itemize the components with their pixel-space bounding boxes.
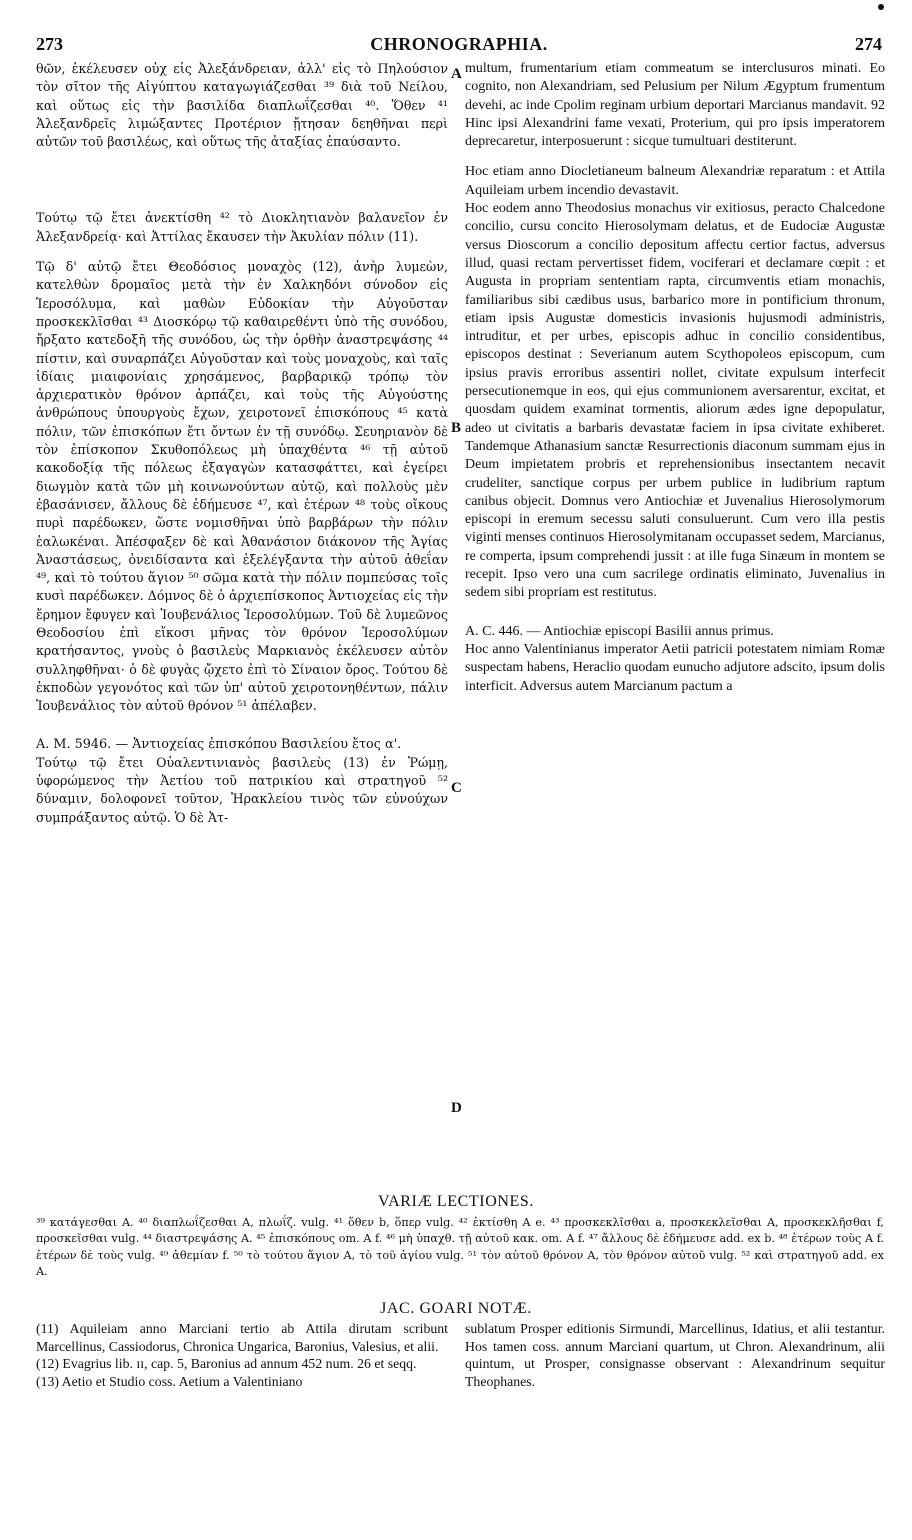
latin-year-heading: A. C. 446. — Antiochiæ episcopi Basilii annus primus.	[465, 623, 774, 639]
note-13-continued: sublatum Prosper editionis Sirmundi, Marcellinus, Idatius, et alii testantur. Hos tamen coss. annum Marciani quartum, ut Chron. Alexandrinum, alii quintum, ut Prosper, consignasse observant : Alexandrinum sequitur Theophanes.	[465, 1321, 885, 1389]
variae-lectiones-text: ³⁹ κατάγεσθαι A. ⁴⁰ διαπλωΐζεσθαι A, πλωΐζ. vulg. ⁴¹ ὅθεν b, ὅπερ vulg. ⁴² ἐκτίσθη A e. ⁴³ προσκεκλῖσθαι a, προσκεκλεῖσθαι A, προσκεκλῆσθαι f, προσκεῖσθαι vulg. ⁴⁴ διαστρεψάσης A. ⁴⁵ ἐπισκόπους om. A f. ⁴⁶ μὴ ὑπαχθ. τῇ αὐτοῦ κακ. om. A f. ⁴⁷ ἄλλους δὲ ἐδήμευσε add. ex b. ⁴⁸ ἑτέρων τοὺς A f. ἑτέρων δὲ τοὺς vulg. ⁴⁹ ἀθεμίαν f. ⁵⁰ τὸ τούτου ἅγιον A, τὸ τοῦ ἁγίου vulg. ⁵¹ τὸν αὐτοῦ θρόνον A, τὸν θρόνον αὐτοῦ vulg. ⁵² καὶ στρατηγοῦ add. ex A.	[36, 1216, 884, 1279]
greek-paragraph-4: Τούτῳ τῷ ἔτει Οὐαλεντινιανὸς βασιλεὺς (13) ἐν Ῥώμῃ, ὑφορώμενος τὴν Ἀετίου τοῦ πατρικίου καὶ στρατηγοῦ ⁵² δύναμιν, δολοφονεῖ τοῦτον, Ἡρακλείου τινὸς τῶν εὐνούχων συμπράξαντος αὐτῷ. Ὁ δὲ Ἀτ-	[36, 754, 448, 825]
latin-column	[465, 60, 885, 696]
page-number-left: 273	[36, 34, 63, 54]
margin-marker-b: B	[451, 420, 462, 436]
note-13: (13) Aetio et Studio coss. Aetium a Valentiniano	[36, 1373, 303, 1389]
latin-paragraph-1: multum, frumentarium etiam commeatum se interclusuros minati. Eo cognito, non Alexandriam, sed Pelusium per Nilum Ægyptum frumentum devehi, ac inde Cpolim reginam urbium deportari Marcianus mandavit. 92 Hinc ipsi Alexandrini fame vexati, Proterium, qui pro ipsis imperatorem deprecaretur, interposuerunt : sicque tumultuari destiterunt.	[465, 61, 885, 150]
greek-paragraph-2: Τούτῳ τῷ ἔτει ἀνεκτίσθη ⁴² τὸ Διοκλητιανὸν βαλανεῖον ἐν Ἀλεξανδρείᾳ· καὶ Ἀττίλας ἔκαυσεν τὴν Ἀκυλίαν πόλιν (11).	[36, 210, 448, 244]
note-12: (12) Evagrius lib. ɪɪ, cap. 5, Baronius ad annum 452 num. 26 et seqq.	[36, 1356, 417, 1372]
greek-year-heading: A. M. 5946. — Ἀντιοχείας ἐπισκόπου Βασιλείου ἔτος α'.	[36, 736, 402, 752]
notes-right-column	[465, 1320, 885, 1390]
latin-paragraph-4: Hoc anno Valentinianus imperator Aetii patricii potestatem nimiam Romæ suspectam habens, Heraclio quodam eunucho adjutore adscito, ipsum dolis interficit. Adversus autem Marcianum pactum a	[465, 641, 885, 694]
page-number-right: 274	[855, 34, 882, 54]
latin-paragraph-2: Hoc etiam anno Diocletianeum balneum Alexandriæ reparatum : et Attila Aquileiam urbem incendio devastavit.	[465, 164, 885, 198]
variae-lectiones-title: VARIÆ LECTIONES.	[378, 1193, 534, 1210]
greek-paragraph-3: Τῷ δ' αὐτῷ ἔτει Θεοδόσιος μοναχὸς (12), ἀνὴρ λυμεὼν, κατελθὼν δρομαῖος μετὰ τὴν ἐν Χαλκηδόνι σύνοδον εἰς Ἱεροσόλυμα, καὶ μαθὼν Εὐδοκίαν τὴν Αὐγοῦσταν προσκεκλῖσθαι ⁴³ Διοσκόρῳ τῷ καθαιρεθέντι ὑπὸ τῆς συνόδου, ἤρξατο κατεδοξῆ τῆς συνόδου, ὡς τὴν ὀρθὴν ἀναστρεψάσης ⁴⁴ πίστιν, καὶ συναρπάζει Αὐγοῦσταν καὶ τοὺς μοναχοὺς, καὶ ταῖς ἰδίαις μιαιφονίαις χρησάμενος, βαρβαρικῷ τρόπῳ τὸν ἀρχιερατικὸν θρόνον ἁρπάζει, καὶ τοὺς τῆς Αὐγούστης ἀνθρώπους ὑπουργοὺς ἔχων, χειροτονεῖ ἐπισκόπους ⁴⁵ κατὰ πόλιν, τῶν ἐπισκόπων ἔτι ὄντων ἐν τῇ συνόδῳ. Σευηριανὸν δὲ τὸν ἐπίσκοπον Σκυθοπόλεως μὴ ὑπαχθέντα ⁴⁶ τῇ αὐτοῦ κακοδοξίᾳ τῆς πόλεως ἐξαγαγὼν κατασφάττει, καὶ ἐγείρει διωγμὸν κατὰ τῶν μὴ κοινωνούντων αὐτῷ, καὶ πολλοὺς μὲν ἐβασάνισεν, ἄλλους δὲ ἐδήμευσε ⁴⁷, καὶ ἑτέρων ⁴⁸ τοὺς οἴκους πυρὶ παρέδωκεν, ὥστε νομισθῆναι ὑπὸ βαρβάρων τὴν πόλιν ἑαλωκέναι. Ἀπέσφαξεν δὲ καὶ Ἀθανάσιον διάκονον τῆς Ἁγίας Ἀναστάσεως, ὀνειδίσαντα καὶ ἐξελέγξαντα τὴν αὐτοῦ ἀθεΐαν ⁴⁹, καὶ τὸ τούτου ἅγιον ⁵⁰ σῶμα κατὰ τὴν πόλιν πομπεύσας τοῖς κυσὶ παρέδωκεν. Δόμνος δὲ ὁ ἀρχιεπίσκοπος Ἀντιοχείας εἰς τὴν ἔρημον ἔφυγεν καὶ Ἰουβενάλιος Ἱεροσολύμων. Τοῦ δὲ λυμεῶνος Θεοδοσίου ἐπὶ εἴκοσι μῆνας τὸν θρόνον Ἱεροσολύμων κρατήσαντος, γνοὺς ὁ βασιλεὺς Μαρκιανὸς ἐκέλευσεν αὐτὸν συλληφθῆναι· ὁ δὲ φυγὰς ᾤχετο ἐπὶ τὸ Σίναιον ὄρος. Τούτου δὲ ἐκποδὼν γεγονότος καὶ τῶν ὑπ' αὐτοῦ χειροτονηθέντων, πάλιν Ἰουβενάλιος τὸν αὐτοῦ θρόνον ⁵¹ ἀπέλαβεν.	[36, 259, 448, 714]
running-title: CHRONOGRAPHIA.	[370, 34, 548, 54]
notes-title: JAC. GOARI NOTÆ.	[380, 1300, 532, 1317]
notes-left-column	[36, 1320, 448, 1390]
ink-speck	[878, 4, 884, 10]
page-header	[36, 34, 882, 58]
latin-paragraph-3: Hoc eodem anno Theodosius monachus vir exitiosus, peracto Chalcedone concilio, cursu concito Hierosolymam delatus, et de Eudociæ Augustæ versus Dioscorum a concilio depositum affectu certior factus, adversus illud, quasi rectam pervertisset fidem, vociferari et declamare cœpit : et Augusta in propriam sententiam rapta, circumventis etiam monachis, familiaribus sibi cædibus usus, barbarico more in pontificium thronum, etiam ipsis Augustæ domesticis invasionis hujusmodi administris, intruditur, et per urbes, episcopis adhuc in concilio considentibus, episcopos destinat : Severianum autem Scythopoleos episcopum, cum ipsius pravis erroribus assentiri nollet, civitate expulsum interfecit persecutionemque in eos, qui ejus communionem aversarentur, excitat, et quosdam quidem examinat tormentis, aliorum ædes igne depopulatur, adeo ut civitatis a barbaris devastatæ faciem in ipsa civitate exhiberet. Tandemque Athanasium sanctæ Resurrectionis diaconum summam ejus in Deum impietatem probris et reprehensionibus insectantem necavit crudeliter, sanctique corpus per urbem publice in ludibrium raptum canibus objecit. Domnus vero Antiochiæ et Juvenalius Hierosolymorum episcopi in eremum secessu saluti consuluerunt. Cum vero illa pestis viginti menses continuos Hierosolymitanam occupasset sedem, Marcianus, re comperta, ipsum comprehendi jussit : at ille fuga Sinæum in montem se recepit. Ipso vero una cum sacrilege ordinatis eliminato, Juvenalius in sedem sibi propriam est restitutus.	[465, 201, 885, 601]
margin-marker-d: D	[451, 1100, 462, 1116]
margin-marker-c: C	[451, 780, 462, 796]
greek-paragraph-1: θῶν, ἐκέλευσεν οὐχ εἰς Ἀλεξάνδρειαν, ἀλλ' εἰς τὸ Πηλούσιον τὸν σῖτον τῆς Αἰγύπτου καταγωγιάζεσθαι ³⁹ διὰ τοῦ Νείλου, καὶ οὕτως εἰς τὴν βασιλίδα διαπλωΐζεσθαι ⁴⁰. Ὅθεν ⁴¹ Ἀλεξανδρεῖς λιμώξαντες Προτέριον ᾔτησαν δεηθῆναι περὶ αὐτῶν τοῦ βασιλέως, καὶ οὕτως τῆς ἀταξίας ἐπαύσαντο.	[36, 61, 448, 150]
greek-column	[36, 60, 448, 827]
note-11: (11) Aquileiam anno Marciani tertio ab Attila dirutam scribunt Marcellinus, Cassiodorus, Chronica Ungarica, Baronius, Valesius, et alii.	[36, 1321, 448, 1354]
margin-marker-a: A	[451, 66, 462, 82]
